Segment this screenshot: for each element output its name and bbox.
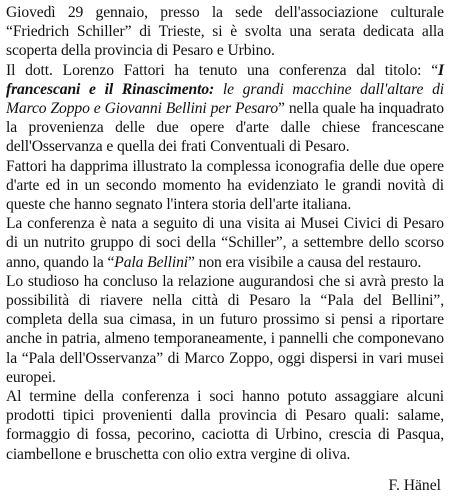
conference-title-bold: I francescani e il Rinascimento: bbox=[6, 61, 444, 98]
paragraph-visit bbox=[6, 214, 444, 272]
author-signature: F. Hänel bbox=[388, 477, 441, 494]
paragraph-conclusion: Lo studioso ha concluso la relazione augurandosi che si avrà presto la possibilità di riavere nella città di Pesaro la “Pala del Bellini”, completa della sua cimasa, in un futuro prossimo si pensi a riportare anche in patria, almeno temporaneamente, i pannelli che componevano la “Pala dell'Osservanza” di Marco Zoppo, oggi dispersi in vari musei europei. bbox=[6, 272, 444, 386]
pala-bellini-italic: Pala Bellini bbox=[114, 253, 189, 271]
paragraph-tasting: Al termine della conferenza i soci hanno potuto assaggiare alcuni prodotti tipici provenienti dalla provincia di Pesaro quali: salame, formaggio di fossa, pecorino, caciotta di Urbino, crescia di Pasqua, ciambellone e bruschetta con olio extra vergine di oliva. bbox=[6, 388, 444, 463]
article-body bbox=[6, 3, 444, 464]
conference-outro-text: ” nella quale ha inquadrato la provenienza delle due opere d'arte dalle chiese francescane dell'Osservanza e quella dei frati Conventuali di Pesaro. bbox=[6, 100, 444, 156]
visit-outro-text: ” non era visibile a causa del restauro. bbox=[188, 253, 422, 271]
conference-title-italic: le grandi macchine dall'altare di Marco Zoppo e Giovanni Bellini per Pesaro bbox=[6, 80, 444, 118]
conference-intro-text: Il dott. Lorenzo Fattori ha tenuto una conferenza dal titolo: “ bbox=[6, 61, 439, 79]
paragraph-conference bbox=[6, 61, 444, 157]
paragraph-intro: Giovedì 29 gennaio, presso la sede dell'associazione culturale “Friedrich Schiller” di Trieste, si è svolta una serata dedicata alla scoperta della provincia di Pesaro e Urbino. bbox=[6, 4, 444, 60]
paragraph-iconography: Fattori ha dapprima illustrato la complessa iconografia delle due opere d'arte ed in un secondo momento ha evidenziato le grandi novità di queste che hanno segnato l'intera storia dell'arte italiana. bbox=[6, 157, 444, 214]
visit-intro-text: La conferenza è nata a seguito di una visita ai Musei Civici di Pesaro di un nutrito gruppo di soci della “Schiller”, a settembre dello scorso anno, quando la “ bbox=[6, 215, 444, 271]
